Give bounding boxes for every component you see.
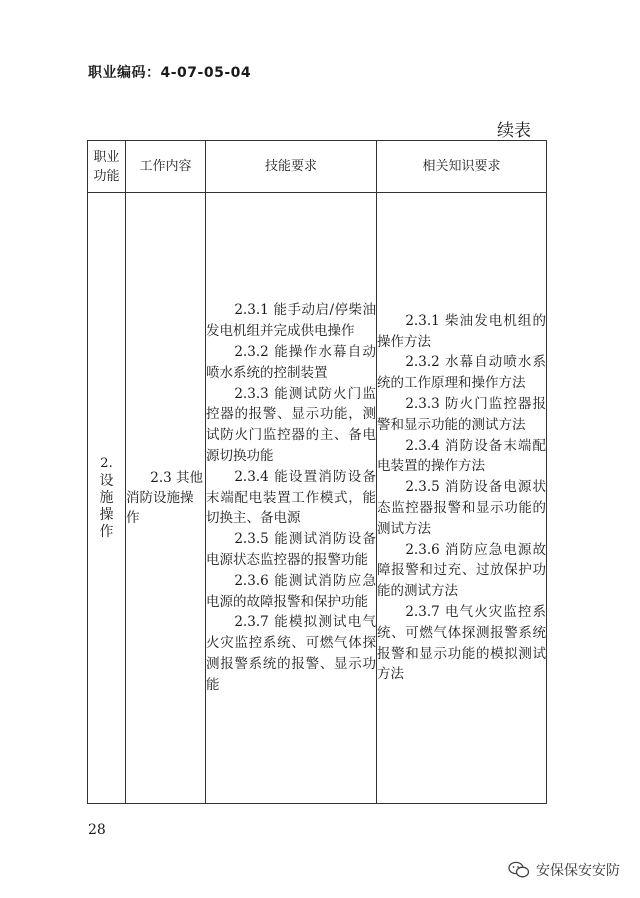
- header-function: [88, 141, 126, 193]
- header-work-content: 工作内容: [126, 141, 206, 193]
- knowledge-item: 2.3.3 防火门监控器报警和显示功能的测试方法: [377, 396, 546, 433]
- skills-cell: [206, 193, 377, 804]
- skill-item: 2.3.6 能测试消防应急电源的故障报警和保护功能: [206, 572, 376, 610]
- header-function-label: 职业 功能: [93, 149, 120, 184]
- knowledge-item: 2.3.4 消防设备末端配电装置的操作方法: [377, 437, 546, 475]
- function-name: 设施操作: [99, 472, 114, 540]
- continued-label: 续表: [497, 121, 531, 141]
- function-cell: [88, 193, 126, 804]
- knowledge-item: 2.3.2 水幕自动喷水系统的工作原理和操作方法: [377, 354, 546, 392]
- knowledge-item: 2.3.5 消防设备电源状态监控器报警和显示功能的测试方法: [377, 479, 546, 537]
- skill-item: 2.3.3 能测试防火门监控器的报警、显示功能，测试防火门监控器的主、备电源切换功能: [206, 385, 376, 464]
- table-row: [88, 193, 547, 804]
- table-header-row: [88, 141, 547, 193]
- occupation-code: 职业编码：4-07-05-04: [88, 65, 252, 81]
- skill-item: 2.3.7 能模拟测试电气火灾监控系统、可燃气体探测报警系统的报警、显示功能: [206, 614, 376, 693]
- knowledge-cell: [377, 193, 547, 804]
- knowledge-item: 2.3.6 消防应急电源故障报警和过充、过放保护功能的测试方法: [377, 541, 546, 600]
- header-knowledge-requirements: 相关知识要求: [377, 141, 547, 193]
- work-content-cell: [126, 193, 206, 804]
- page-number: 28: [88, 822, 106, 838]
- account-watermark: [508, 860, 620, 880]
- header-skill-requirements: 技能要求: [206, 141, 377, 193]
- function-number: 2.: [100, 455, 113, 471]
- skill-item: 2.3.2 能操作水幕自动喷水系统的控制装置: [206, 344, 376, 381]
- skill-item: 2.3.4 能设置消防设备末端配电装置工作模式，能切换主、备电源: [206, 468, 376, 527]
- skills-table: [87, 140, 547, 804]
- skill-item: 2.3.5 能测试消防设备电源状态监控器的报警功能: [206, 531, 376, 568]
- account-name: 安保保安安防: [536, 863, 620, 879]
- knowledge-item: 2.3.7 电气火灾监控系统、可燃气体探测报警系统报警和显示功能的模拟测试方法: [377, 603, 546, 683]
- work-content: 2.3 其他消防设施操作: [126, 470, 204, 526]
- knowledge-item: 2.3.1 柴油发电机组的操作方法: [377, 312, 546, 350]
- skill-item: 2.3.1 能手动启/停柴油发电机组并完成供电操作: [206, 302, 376, 340]
- wechat-chat-icon: [508, 861, 530, 879]
